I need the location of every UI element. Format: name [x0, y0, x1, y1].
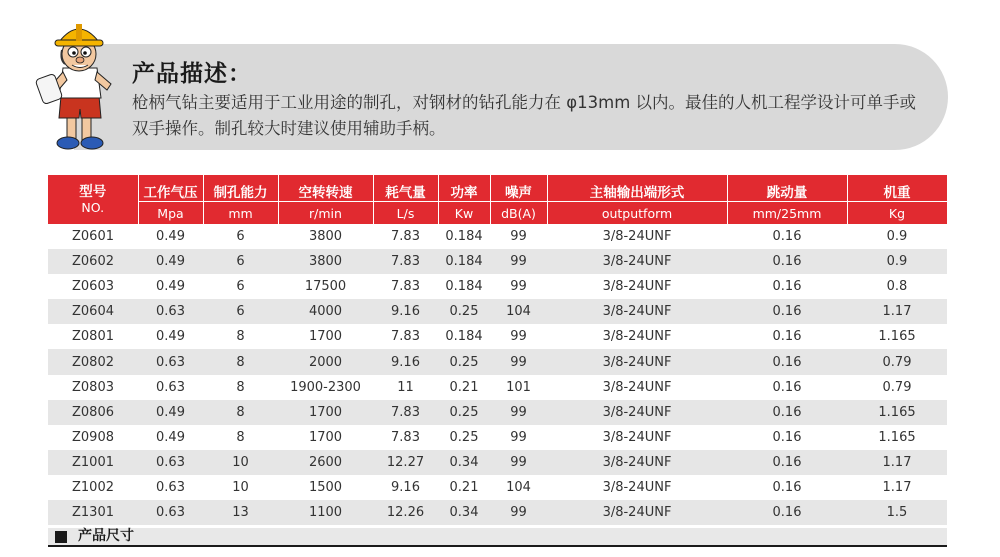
column-header-unit: dB(A)	[490, 202, 547, 225]
table-cell: 0.16	[727, 475, 847, 500]
table-cell: 99	[490, 425, 547, 450]
table-cell: 99	[490, 249, 547, 274]
table-cell: 0.49	[138, 324, 203, 349]
table-cell: 7.83	[373, 249, 438, 274]
table-cell: 99	[490, 324, 547, 349]
table-cell: 0.25	[438, 349, 490, 374]
table-cell: 0.16	[727, 274, 847, 299]
table-cell: 104	[490, 299, 547, 324]
table-cell: Z0803	[48, 375, 138, 400]
table-cell: 7.83	[373, 274, 438, 299]
table-cell: 0.34	[438, 450, 490, 475]
table-cell: 3/8-24UNF	[547, 299, 727, 324]
table-cell: 1.17	[847, 475, 947, 500]
table-row	[48, 400, 947, 425]
table-cell: 0.34	[438, 500, 490, 525]
table-cell: 1100	[278, 500, 373, 525]
column-header-name: 工作气压	[138, 175, 203, 202]
column-header-name: 型号	[79, 183, 107, 200]
table-cell: 4000	[278, 299, 373, 324]
column-header-name: 制孔能力	[203, 175, 278, 202]
table-cell: 3/8-24UNF	[547, 224, 727, 249]
table-row	[48, 249, 947, 274]
column-header-name: 噪声	[490, 175, 547, 202]
table-cell: 99	[490, 274, 547, 299]
table-cell: 7.83	[373, 400, 438, 425]
table-cell: 0.63	[138, 475, 203, 500]
construction-worker-mascot-icon	[35, 14, 125, 154]
table-cell: 3/8-24UNF	[547, 450, 727, 475]
table-cell: 0.184	[438, 274, 490, 299]
column-header-name: 主轴输出端形式	[547, 175, 727, 202]
table-cell: 99	[490, 224, 547, 249]
column-header-unit: mm	[203, 202, 278, 225]
column-header-unit: Kw	[438, 202, 490, 225]
table-cell: 0.184	[438, 324, 490, 349]
column-header-name	[48, 175, 138, 224]
table-cell: 12.27	[373, 450, 438, 475]
table-cell: 8	[203, 349, 278, 374]
table-cell: 0.25	[438, 425, 490, 450]
column-header-unit: mm/25mm	[727, 202, 847, 225]
table-cell: 1.5	[847, 500, 947, 525]
section-label: 产品尺寸	[78, 528, 134, 544]
table-cell: Z1002	[48, 475, 138, 500]
table-cell: 0.25	[438, 400, 490, 425]
table-cell: 3/8-24UNF	[547, 324, 727, 349]
table-row	[48, 450, 947, 475]
table-cell: 1500	[278, 475, 373, 500]
table-cell: 17500	[278, 274, 373, 299]
table-cell: 7.83	[373, 425, 438, 450]
table-cell: Z0603	[48, 274, 138, 299]
table-cell: 8	[203, 400, 278, 425]
table-cell: 1900-2300	[278, 375, 373, 400]
spec-table	[48, 175, 948, 525]
table-cell: 0.49	[138, 425, 203, 450]
table-row	[48, 500, 947, 525]
column-header-unit: L/s	[373, 202, 438, 225]
table-cell: 2600	[278, 450, 373, 475]
table-cell: 1.17	[847, 450, 947, 475]
table-cell: 0.63	[138, 375, 203, 400]
table-cell: 9.16	[373, 475, 438, 500]
table-cell: 7.83	[373, 324, 438, 349]
column-header-name: 耗气量	[373, 175, 438, 202]
table-cell: 0.184	[438, 224, 490, 249]
table-cell: 6	[203, 249, 278, 274]
table-cell: Z1001	[48, 450, 138, 475]
table-cell: 0.63	[138, 299, 203, 324]
table-cell: 0.16	[727, 425, 847, 450]
section-bar-product-dimensions	[48, 528, 947, 547]
table-row	[48, 475, 947, 500]
table-cell: 7.83	[373, 224, 438, 249]
table-cell: 99	[490, 349, 547, 374]
table-cell: 0.79	[847, 375, 947, 400]
table-cell: 0.16	[727, 299, 847, 324]
description-text: 枪柄气钻主要适用于工业用途的制孔，对钢材的钻孔能力在 φ13mm 以内。最佳的人机工程学设计可单手或双手操作。制孔较大时建议使用辅助手柄。	[132, 93, 917, 138]
table-cell: 10	[203, 450, 278, 475]
table-row	[48, 425, 947, 450]
table-cell: 0.21	[438, 375, 490, 400]
table-cell: 1.165	[847, 425, 947, 450]
table-cell: 3800	[278, 249, 373, 274]
table-cell: 6	[203, 299, 278, 324]
table-cell: 3/8-24UNF	[547, 500, 727, 525]
table-row	[48, 274, 947, 299]
column-header-unit: r/min	[278, 202, 373, 225]
table-row	[48, 299, 947, 324]
table-cell: 3/8-24UNF	[547, 400, 727, 425]
table-cell: 3800	[278, 224, 373, 249]
table-cell: 0.8	[847, 274, 947, 299]
table-cell: 1.17	[847, 299, 947, 324]
table-cell: Z0908	[48, 425, 138, 450]
table-row	[48, 324, 947, 349]
table-cell: 0.16	[727, 349, 847, 374]
table-cell: 6	[203, 224, 278, 249]
table-cell: 0.49	[138, 249, 203, 274]
table-cell: 1700	[278, 324, 373, 349]
table-cell: 1.165	[847, 324, 947, 349]
square-bullet-icon	[55, 531, 67, 543]
table-cell: 0.9	[847, 249, 947, 274]
table-cell: 0.16	[727, 324, 847, 349]
table-cell: 9.16	[373, 299, 438, 324]
table-cell: 3/8-24UNF	[547, 425, 727, 450]
table-cell: 0.63	[138, 450, 203, 475]
table-cell: 104	[490, 475, 547, 500]
table-cell: 3/8-24UNF	[547, 375, 727, 400]
table-cell: 0.49	[138, 400, 203, 425]
table-cell: 0.63	[138, 349, 203, 374]
table-cell: 0.184	[438, 249, 490, 274]
table-cell: 8	[203, 375, 278, 400]
table-cell: 0.49	[138, 274, 203, 299]
table-cell: Z1301	[48, 500, 138, 525]
table-cell: Z0802	[48, 349, 138, 374]
table-cell: 1700	[278, 400, 373, 425]
table-cell: 6	[203, 274, 278, 299]
column-header-name: 机重	[847, 175, 947, 202]
table-cell: 99	[490, 500, 547, 525]
table-cell: 0.16	[727, 400, 847, 425]
table-cell: Z0604	[48, 299, 138, 324]
table-cell: 0.16	[727, 375, 847, 400]
table-cell: Z0602	[48, 249, 138, 274]
table-cell: 0.21	[438, 475, 490, 500]
table-cell: 8	[203, 425, 278, 450]
table-cell: 0.16	[727, 249, 847, 274]
table-cell: 0.25	[438, 299, 490, 324]
table-cell: 3/8-24UNF	[547, 475, 727, 500]
table-cell: 0.9	[847, 224, 947, 249]
table-cell: Z0806	[48, 400, 138, 425]
table-cell: 12.26	[373, 500, 438, 525]
table-cell: 1700	[278, 425, 373, 450]
table-cell: Z0801	[48, 324, 138, 349]
table-cell: 13	[203, 500, 278, 525]
column-header-unit: Mpa	[138, 202, 203, 225]
table-cell: 0.49	[138, 224, 203, 249]
table-cell: 3/8-24UNF	[547, 249, 727, 274]
table-cell: 9.16	[373, 349, 438, 374]
table-cell: 1.165	[847, 400, 947, 425]
table-cell: 3/8-24UNF	[547, 349, 727, 374]
description-title: 产品描述：	[132, 60, 252, 87]
table-cell: 0.16	[727, 450, 847, 475]
table-cell: 99	[490, 450, 547, 475]
table-row	[48, 349, 947, 374]
table-cell: 0.79	[847, 349, 947, 374]
table-cell: 11	[373, 375, 438, 400]
table-cell: Z0601	[48, 224, 138, 249]
table-cell: 101	[490, 375, 547, 400]
column-header-unit: Kg	[847, 202, 947, 225]
table-cell: 2000	[278, 349, 373, 374]
table-cell: 3/8-24UNF	[547, 274, 727, 299]
table-cell: 0.63	[138, 500, 203, 525]
column-header-name: 功率	[438, 175, 490, 202]
column-header-name: 跳动量	[727, 175, 847, 202]
table-row	[48, 224, 947, 249]
table-cell: 0.16	[727, 500, 847, 525]
table-row	[48, 375, 947, 400]
column-header-unit: outputform	[547, 202, 727, 225]
column-header-name: 空转转速	[278, 175, 373, 202]
column-header-unit: NO.	[81, 199, 105, 215]
table-cell: 99	[490, 400, 547, 425]
table-cell: 8	[203, 324, 278, 349]
table-cell: 0.16	[727, 224, 847, 249]
table-cell: 10	[203, 475, 278, 500]
